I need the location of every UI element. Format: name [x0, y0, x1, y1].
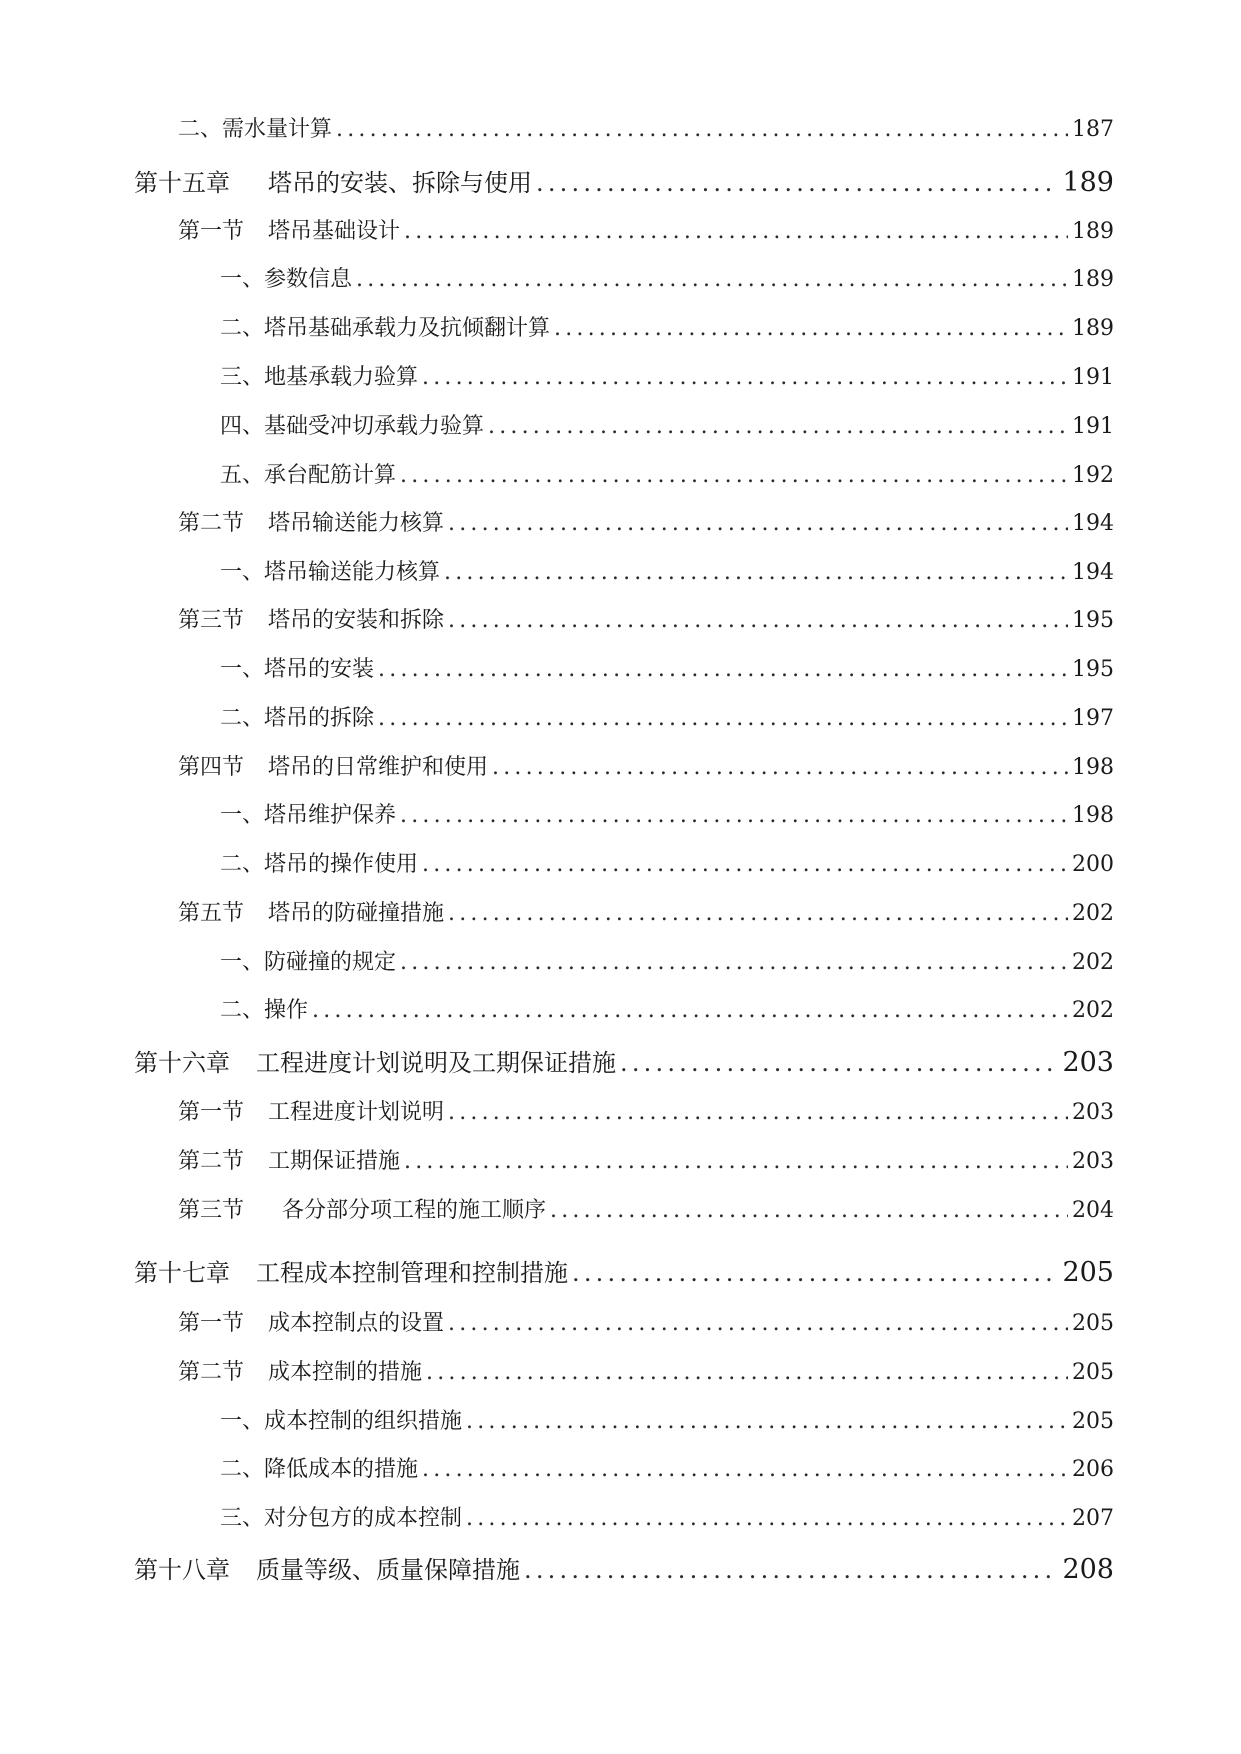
toc-entry-page: 191 [1072, 414, 1114, 439]
toc-section-entry[interactable] [178, 1306, 1114, 1337]
toc-entry-page: 204 [1072, 1198, 1114, 1223]
toc-leader-dots [400, 463, 1068, 488]
toc-entry[interactable] [178, 112, 1114, 143]
toc-entry-page: 203 [1062, 1047, 1114, 1078]
toc-entry-title: 三、对分包方的成本控制 [220, 1506, 463, 1531]
toc-chapter-entry[interactable] [134, 1550, 1114, 1585]
toc-leader-dots [400, 803, 1068, 828]
toc-entry-page: 205 [1072, 1409, 1114, 1434]
toc-leader-dots [422, 852, 1068, 877]
toc-leader-dots [404, 1149, 1068, 1174]
toc-section-number: 第一节 [178, 1100, 245, 1125]
toc-entry[interactable] [220, 360, 1114, 391]
toc-entry-title: 塔吊基础设计 [268, 219, 401, 244]
toc-entry-page: 203 [1072, 1149, 1114, 1174]
toc-chapter-entry[interactable] [134, 1253, 1114, 1288]
toc-section-number: 第一节 [178, 219, 245, 244]
toc-leader-dots [448, 901, 1068, 926]
toc-entry[interactable] [220, 262, 1114, 293]
toc-section-number: 第三节 [178, 608, 245, 633]
toc-entry[interactable] [220, 798, 1114, 829]
toc-entry-page: 195 [1072, 608, 1114, 633]
toc-entry-page: 206 [1072, 1457, 1114, 1482]
toc-entry-title: 工程进度计划说明及工期保证措施 [256, 1049, 616, 1077]
toc-entry-title: 工程进度计划说明 [268, 1100, 445, 1125]
toc-leader-dots [426, 1360, 1068, 1385]
toc-section-number: 第二节 [178, 511, 245, 536]
toc-leader-dots [378, 706, 1068, 731]
toc-leader-dots [422, 365, 1068, 390]
toc-leader-dots [422, 1457, 1068, 1482]
toc-entry[interactable] [220, 1501, 1114, 1532]
toc-entry-title: 一、防碰撞的规定 [220, 950, 397, 975]
toc-entry-title: 成本控制的措施 [268, 1360, 423, 1385]
toc-section-entry[interactable] [178, 1144, 1114, 1175]
toc-section-number: 第二节 [178, 1360, 245, 1385]
toc-section-entry[interactable] [178, 506, 1114, 537]
toc-entry[interactable] [220, 409, 1114, 440]
toc-leader-dots [536, 169, 1058, 197]
toc-entry[interactable] [220, 458, 1114, 489]
toc-entry-page: 205 [1072, 1360, 1114, 1385]
toc-section-entry[interactable] [178, 750, 1114, 781]
toc-entry-title: 质量等级、质量保障措施 [256, 1556, 520, 1584]
toc-entry-title: 塔吊的防碰撞措施 [268, 901, 445, 926]
toc-section-entry[interactable] [178, 1355, 1114, 1386]
toc-chapter-entry[interactable] [134, 163, 1114, 198]
toc-leader-dots [444, 560, 1068, 585]
toc-entry-page: 187 [1072, 117, 1114, 142]
toc-chapter-number: 第十八章 [134, 1556, 230, 1584]
toc-section-entry[interactable] [178, 214, 1114, 245]
toc-entry-page: 198 [1072, 803, 1114, 828]
toc-leader-dots [378, 657, 1068, 682]
toc-entry[interactable] [220, 555, 1114, 586]
toc-leader-dots [448, 608, 1068, 633]
toc-entry-title: 二、塔吊基础承载力及抗倾翻计算 [220, 316, 551, 341]
toc-entry-title: 塔吊的安装、拆除与使用 [268, 169, 532, 197]
toc-entry[interactable] [220, 1452, 1114, 1483]
toc-leader-dots [448, 511, 1068, 536]
toc-entry[interactable] [220, 701, 1114, 732]
toc-entry-page: 197 [1072, 706, 1114, 731]
toc-leader-dots [554, 316, 1068, 341]
toc-entry-title: 一、塔吊的安装 [220, 657, 375, 682]
toc-entry-page: 198 [1072, 755, 1114, 780]
toc-leader-dots [620, 1049, 1058, 1077]
toc-entry-title: 五、承台配筋计算 [220, 463, 397, 488]
toc-section-entry[interactable] [178, 1095, 1114, 1126]
toc-chapter-number: 第十六章 [134, 1049, 230, 1077]
toc-leader-dots [404, 219, 1068, 244]
toc-entry-page: 202 [1072, 998, 1114, 1023]
toc-entry-page: 208 [1062, 1554, 1114, 1585]
toc-entry-page: 194 [1072, 560, 1114, 585]
toc-entry-page: 189 [1072, 219, 1114, 244]
toc-entry-page: 205 [1062, 1257, 1114, 1288]
toc-section-number: 第五节 [178, 901, 245, 926]
toc-section-entry[interactable] [178, 603, 1114, 634]
toc-entry-page: 189 [1072, 316, 1114, 341]
toc-section-entry[interactable] [178, 1193, 1114, 1224]
toc-entry-page: 192 [1072, 463, 1114, 488]
toc-entry-title: 一、塔吊维护保养 [220, 803, 397, 828]
toc-section-number: 第一节 [178, 1311, 245, 1336]
toc-entry-title: 三、地基承载力验算 [220, 365, 419, 390]
toc-entry-page: 202 [1072, 901, 1114, 926]
toc-entry-title: 塔吊输送能力核算 [268, 511, 445, 536]
toc-entry-title: 塔吊的安装和拆除 [268, 608, 445, 633]
toc-entry-title: 一、参数信息 [220, 267, 353, 292]
toc-entry-title: 各分部分项工程的施工顺序 [282, 1198, 547, 1223]
toc-entry-page: 189 [1062, 167, 1114, 198]
toc-entry-page: 195 [1072, 657, 1114, 682]
toc-entry-title: 二、需水量计算 [178, 117, 333, 142]
toc-leader-dots [448, 1311, 1068, 1336]
toc-entry-page: 200 [1072, 852, 1114, 877]
toc-entry-page: 191 [1072, 365, 1114, 390]
toc-entry-title: 一、成本控制的组织措施 [220, 1409, 463, 1434]
toc-entry-page: 205 [1072, 1311, 1114, 1336]
toc-chapter-number: 第十七章 [134, 1259, 230, 1287]
toc-entry-title: 四、基础受冲切承载力验算 [220, 414, 485, 439]
toc-chapter-entry[interactable] [134, 1043, 1114, 1078]
toc-section-entry[interactable] [178, 896, 1114, 927]
toc-entry-page: 203 [1072, 1100, 1114, 1125]
toc-entry-title: 一、塔吊输送能力核算 [220, 560, 441, 585]
toc-entry[interactable] [220, 652, 1114, 683]
toc-leader-dots [356, 267, 1068, 292]
toc-chapter-number: 第十五章 [134, 169, 230, 197]
toc-entry[interactable] [220, 993, 1114, 1024]
toc-leader-dots [492, 755, 1068, 780]
toc-leader-dots [336, 117, 1068, 142]
toc-entry[interactable] [220, 847, 1114, 878]
toc-entry[interactable] [220, 945, 1114, 976]
toc-entry-title: 工程成本控制管理和控制措施 [256, 1259, 568, 1287]
toc-leader-dots [524, 1556, 1058, 1584]
toc-leader-dots [448, 1100, 1068, 1125]
toc-leader-dots [400, 950, 1068, 975]
toc-entry[interactable] [220, 1404, 1114, 1435]
toc-entry-title: 二、操作 [220, 998, 309, 1023]
toc-entry-title: 成本控制点的设置 [268, 1311, 445, 1336]
toc-entry-title: 工期保证措施 [268, 1149, 401, 1174]
toc-entry-page: 189 [1072, 267, 1114, 292]
toc-leader-dots [466, 1409, 1068, 1434]
toc-entry-title: 二、塔吊的操作使用 [220, 852, 419, 877]
toc-leader-dots [312, 998, 1068, 1023]
toc-leader-dots [550, 1198, 1068, 1223]
toc-entry-page: 207 [1072, 1506, 1114, 1531]
toc-section-number: 第三节 [178, 1198, 245, 1223]
toc-leader-dots [466, 1506, 1068, 1531]
toc-entry-title: 塔吊的日常维护和使用 [268, 755, 489, 780]
toc-leader-dots [488, 414, 1068, 439]
toc-entry-page: 202 [1072, 950, 1114, 975]
toc-leader-dots [572, 1259, 1058, 1287]
toc-section-number: 第二节 [178, 1149, 245, 1174]
toc-entry-title: 二、降低成本的措施 [220, 1457, 419, 1482]
toc-entry-page: 194 [1072, 511, 1114, 536]
toc-entry-title: 二、塔吊的拆除 [220, 706, 375, 731]
toc-entry[interactable] [220, 311, 1114, 342]
toc-section-number: 第四节 [178, 755, 245, 780]
